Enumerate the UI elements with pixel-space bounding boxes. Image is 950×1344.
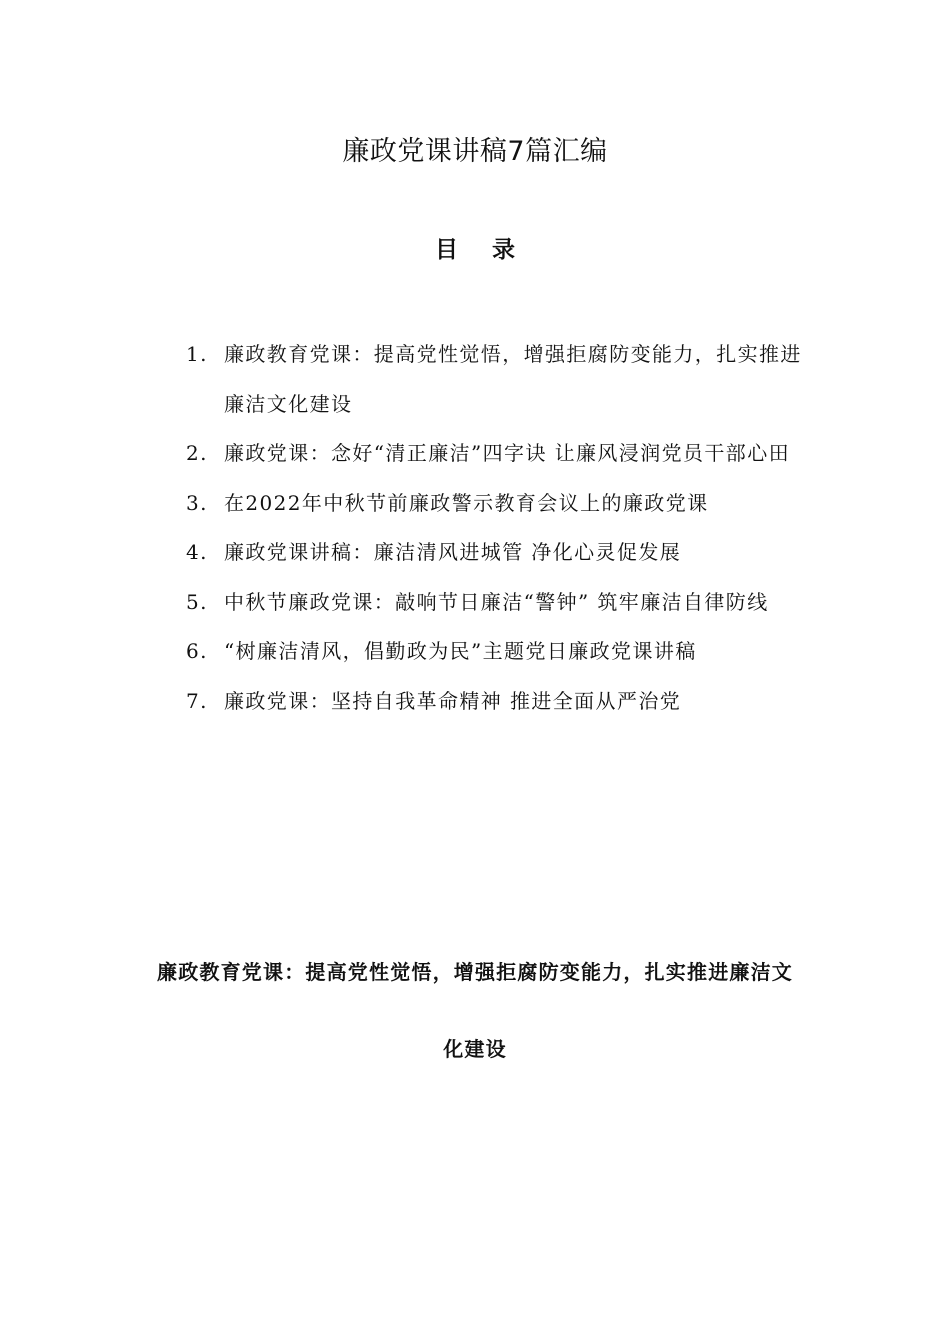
toc-item-number: 1.: [186, 342, 208, 366]
toc-item-1[interactable]: [186, 330, 806, 429]
toc-item-number: 3.: [186, 490, 208, 515]
toc-item-number: 5.: [186, 589, 208, 614]
toc-item-number: 6.: [186, 639, 208, 663]
toc-item-text: 廉政党课：坚持自我革命精神 推进全面从严治党: [224, 688, 682, 713]
toc-item-7[interactable]: [186, 677, 806, 727]
toc-item-text: 在2022年中秋节前廉政警示教育会议上的廉政党课: [224, 490, 709, 515]
toc-item-text: 廉政党课讲稿：廉洁清风进城管 净化心灵促发展: [224, 540, 682, 564]
toc-item-5[interactable]: [186, 578, 806, 628]
toc-item-number: 7.: [186, 688, 208, 713]
toc-item-6[interactable]: [186, 627, 806, 677]
toc-heading: 目 录: [434, 237, 515, 263]
toc-item-text: 中秋节廉政党课：敲响节日廉洁“警钟” 筑牢廉洁自律防线: [224, 589, 769, 614]
toc-item-4[interactable]: [186, 528, 806, 578]
document-title: 廉政党课讲稿7篇汇编: [342, 136, 608, 167]
toc-item-text: 廉政党课：念好“清正廉洁”四字诀 让廉风浸润党员干部心田: [224, 441, 791, 465]
toc-item-text: 廉政教育党课：提高党性觉悟，增强拒腐防变能力，扎实推进廉洁文化建设: [224, 342, 802, 416]
toc-item-2[interactable]: [186, 429, 806, 479]
table-of-contents: [186, 330, 806, 726]
toc-item-number: 2.: [186, 441, 208, 465]
toc-item-text: “树廉洁清风，倡勤政为民”主题党日廉政党课讲稿: [224, 639, 697, 663]
section-title: 廉政教育党课：提高党性觉悟，增强拒腐防变能力，扎实推进廉洁文化建设: [157, 960, 793, 1061]
toc-item-3[interactable]: [186, 479, 806, 529]
toc-item-number: 4.: [186, 540, 208, 564]
